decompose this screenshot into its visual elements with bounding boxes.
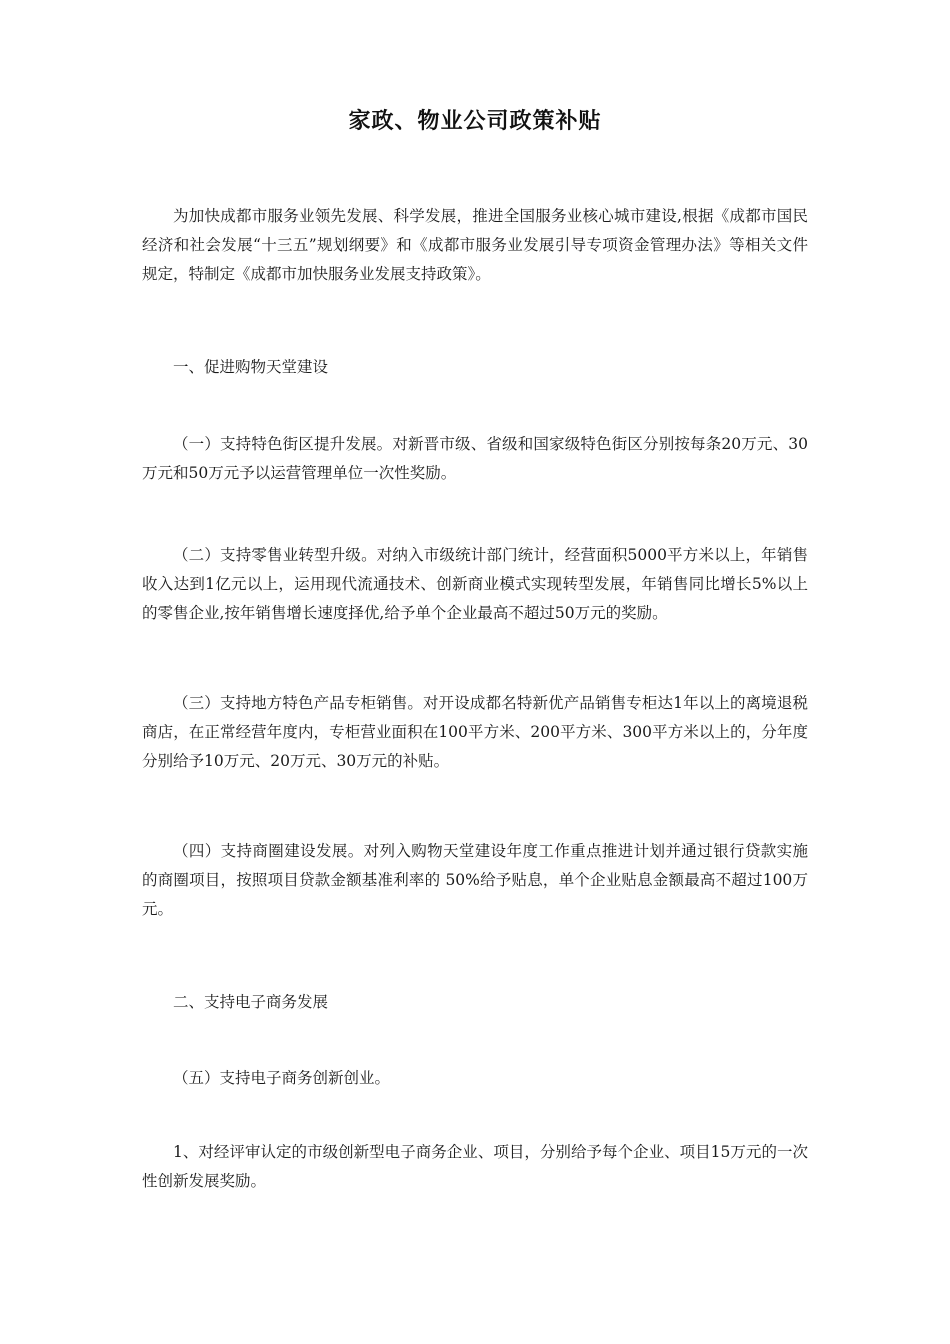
document-title: 家政、物业公司政策补贴 bbox=[348, 108, 602, 134]
paragraph-item-1: （一）支持特色街区提升发展。对新晋市级、省级和国家级特色街区分别按每条20万元、30万元和50万元予以运营管理单位一次性奖励。 bbox=[142, 435, 808, 482]
paragraph-item-5: （五）支持电子商务创新创业。 bbox=[173, 1069, 391, 1087]
paragraph-subitem-1: 1、对经评审认定的市级创新型电子商务企业、项目，分别给予每个企业、项目15万元的一次性创新发展奖励。 bbox=[142, 1143, 808, 1190]
paragraph-item-2: （二）支持零售业转型升级。对纳入市级统计部门统计，经营面积5000平方米以上，年销售收入达到1亿元以上，运用现代流通技术、创新商业模式实现转型发展，年销售同比增长5%以上的零售企业,按年销售增长速度择优,给予单个企业最高不超过50万元的奖励。 bbox=[142, 546, 808, 622]
section-heading-2: 二、支持电子商务发展 bbox=[173, 993, 329, 1011]
paragraph-item-4: （四）支持商圈建设发展。对列入购物天堂建设年度工作重点推进计划并通过银行贷款实施的商圈项目，按照项目贷款金额基准利率的 50%给予贴息，单个企业贴息金额最高不超过100万元。 bbox=[142, 842, 808, 918]
intro-paragraph: 为加快成都市服务业领先发展、科学发展，推进全国服务业核心城市建设,根据《成都市国民经济和社会发展“十三五”规划纲要》和《成都市服务业发展引导专项资金管理办法》等相关文件规定，特制定《成都市加快服务业发展支持政策》。 bbox=[142, 207, 808, 283]
paragraph-item-3: （三）支持地方特色产品专柜销售。对开设成都名特新优产品销售专柜达1年以上的离境退税商店，在正常经营年度内，专柜营业面积在100平方米、200平方米、300平方米以上的，分年度分别给予10万元、20万元、30万元的补贴。 bbox=[142, 694, 808, 770]
section-heading-1: 一、促进购物天堂建设 bbox=[173, 358, 329, 376]
